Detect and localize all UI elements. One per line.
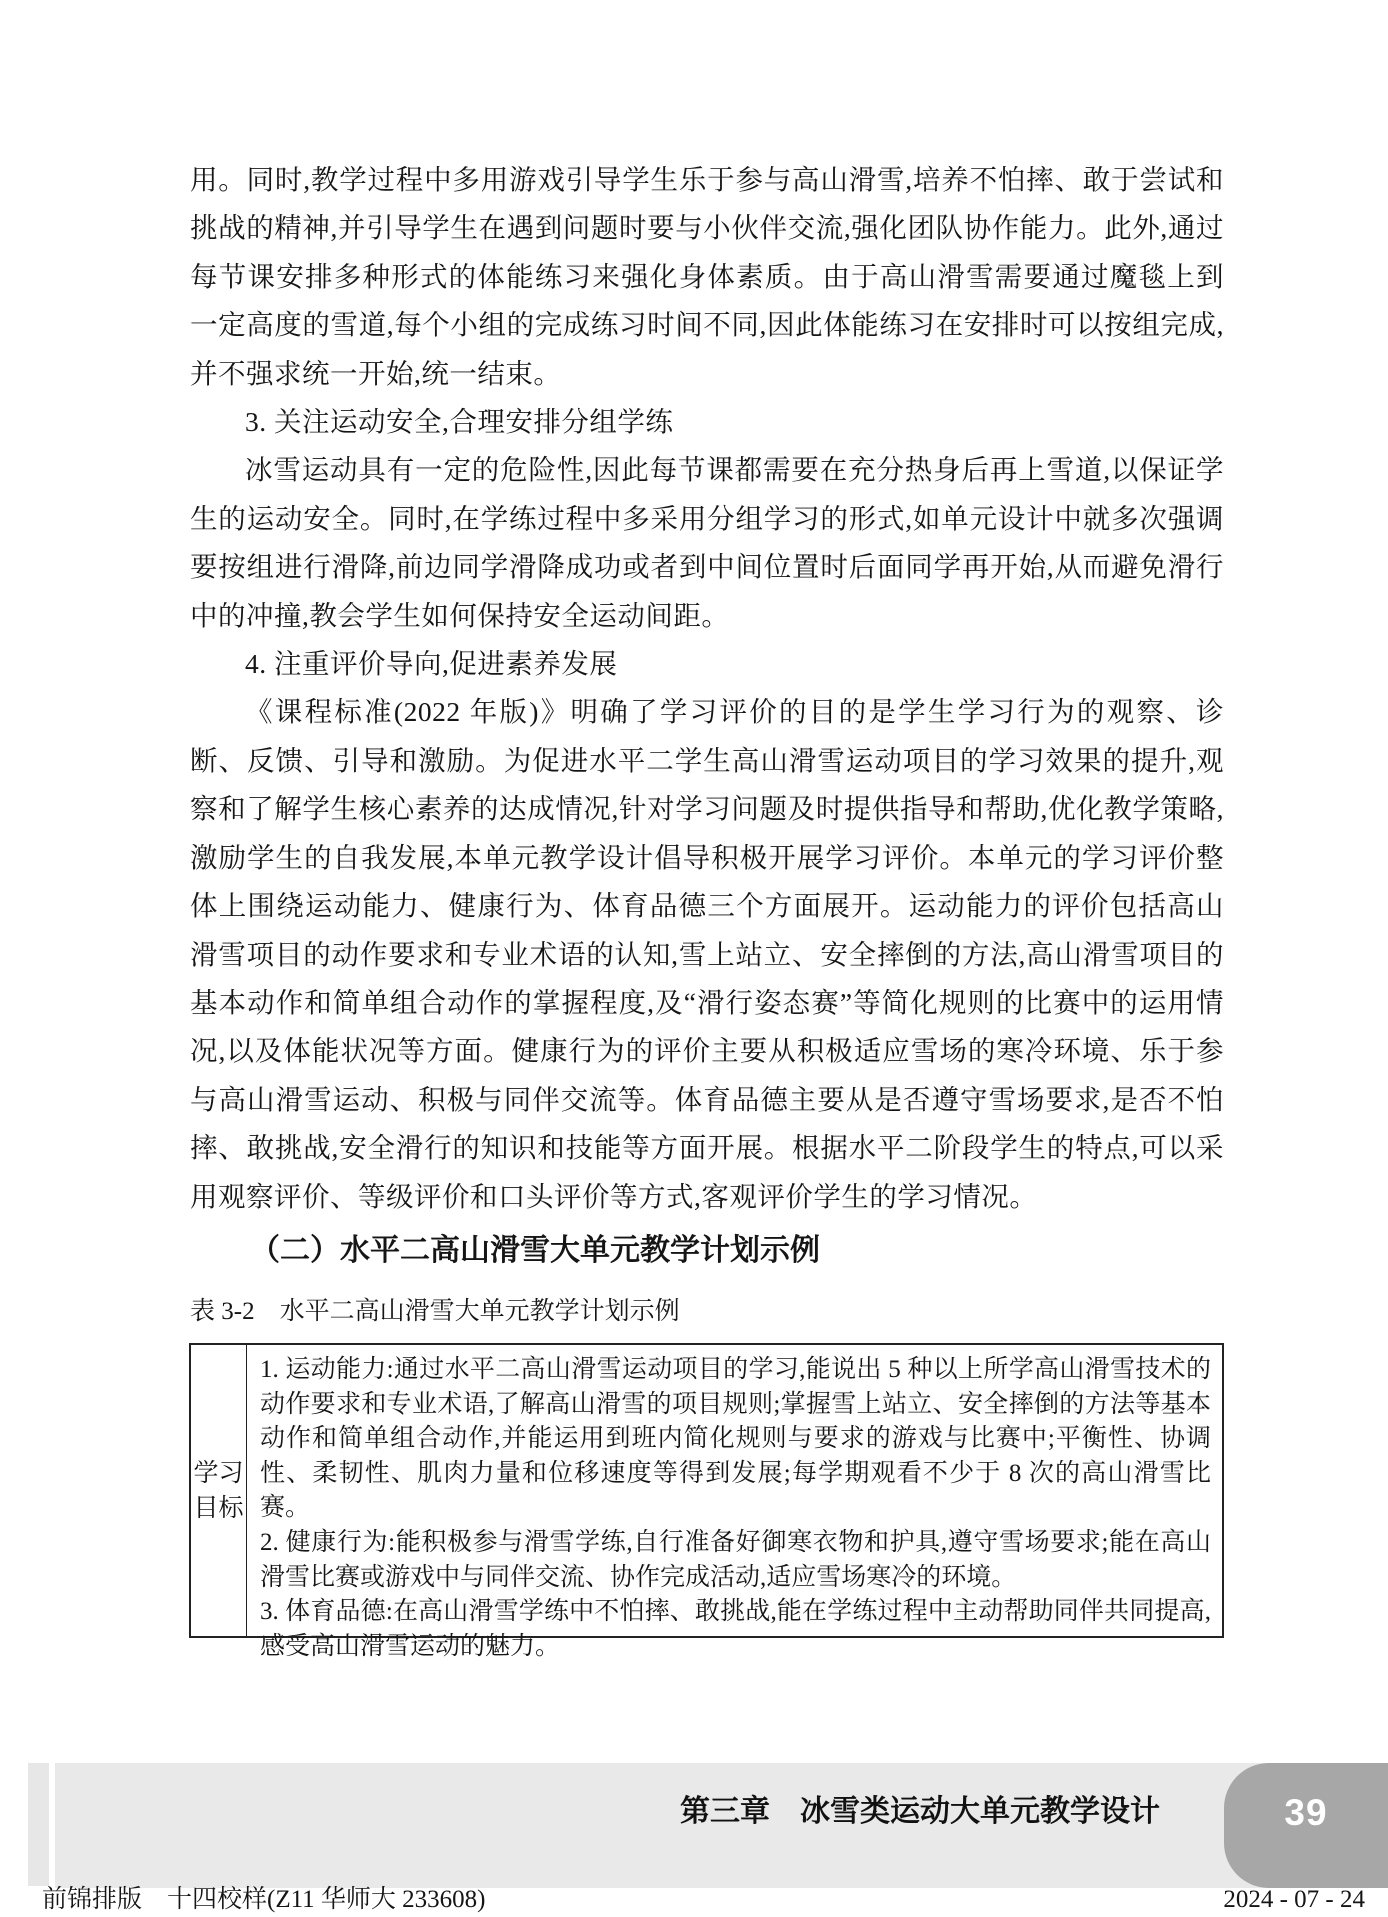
section-heading: （二）水平二高山滑雪大单元教学计划示例 bbox=[250, 1233, 820, 1267]
subheading-4: 4. 注重评价导向,促进素养发展 bbox=[245, 648, 618, 680]
goal-item-health: 2. 健康行为:能积极参与滑雪学练,自行准备好御寒衣物和护具,遵守雪场要求;能在高山滑雪比赛或游戏中与同伴交流、协作完成活动,适应雪场寒冷的环境。 bbox=[260, 1528, 1211, 1591]
chapter-title: 第三章 冰雪类运动大单元教学设计 bbox=[680, 1795, 1160, 1828]
proof-date: 2024 - 07 - 24 bbox=[1223, 1886, 1365, 1913]
table-caption: 表 3-2 水平二高山滑雪大单元教学计划示例 bbox=[190, 1298, 680, 1325]
paragraph-continuation: 用。同时,教学过程中多用游戏引导学生乐于参与高山滑雪,培养不怕摔、敢于尝试和挑战的精神,并引导学生在遇到问题时要与小伙伴交流,强化团队协作能力。此外,通过每节课安排多种形式的体能练习来强化身体素质。由于高山滑雪需要通过魔毯上到一定高度的雪道,每个小组的完成练习时间不同,因此体能练习在安排时可以按组完成,并不强求统一开始,统一结束。 bbox=[190, 164, 1224, 389]
subheading-3: 3. 关注运动安全,合理安排分组学练 bbox=[245, 406, 674, 438]
typesetting-proof-mark: 前锦排版 十四校样(Z11 华师大 233608) bbox=[42, 1886, 486, 1913]
main-text-column bbox=[190, 156, 1224, 1275]
paragraph-safety: 冰雪运动具有一定的危险性,因此每节课都需要在充分热身后再上雪道,以保证学生的运动安全。同时,在学练过程中多采用分组学习的形式,如单元设计中就多次强调要按组进行滑降,前边同学滑降成功或者到中间位置时后面同学再开始,从而避免滑行中的冲撞,教会学生如何保持安全运动间距。 bbox=[190, 454, 1224, 631]
paragraph-evaluation: 《课程标准(2022 年版)》明确了学习评价的目的是学生学习行为的观察、诊断、反馈、引导和激励。为促进水平二学生高山滑雪运动项目的学习效果的提升,观察和了解学生核心素养的达成情况,针对学习问题及时提供指导和帮助,优化教学策略,激励学生的自我发展,本单元教学设计倡导积极开展学习评价。本单元的学习评价整体上围绕运动能力、健康行为、体育品德三个方面展开。运动能力的评价包括高山滑雪项目的动作要求和专业术语的认知,雪上站立、安全摔倒的方法,高山滑雪项目的基本动作和简单组合动作的掌握程度,及“滑行姿态赛”等简化规则的比赛中的运用情况,以及体能状况等方面。健康行为的评价主要从积极适应雪场的寒冷环境、乐于参与高山滑雪运动、积极与同伴交流等。体育品德主要从是否遵守雪场要求,是否不怕摔、敢挑战,安全滑行的知识和技能等方面开展。根据水平二阶段学生的特点,可以采用观察评价、等级评价和口头评价等方式,客观评价学生的学习情况。 bbox=[190, 696, 1224, 1212]
footer-left-strip bbox=[28, 1763, 49, 1886]
page-number-box bbox=[1224, 1763, 1388, 1888]
goal-item-morality: 3. 体育品德:在高山滑雪学练中不怕摔、敢挑战,能在学练过程中主动帮助同伴共同提高,感受高山滑雪运动的魅力。 bbox=[260, 1598, 1211, 1660]
table-cell-goals bbox=[247, 1345, 1222, 1660]
row-header-line1: 学习 bbox=[193, 1459, 244, 1487]
table-row-header bbox=[191, 1345, 247, 1636]
learning-goals-table bbox=[189, 1343, 1224, 1660]
goal-item-motor: 1. 运动能力:通过水平二高山滑雪运动项目的学习,能说出 5 种以上所学高山滑雪技术的动作要求和专业术语,了解高山滑雪的项目规则;掌握雪上站立、安全摔倒的方法等基本动作和简单组合动作,并能运用到班内简化规则与要求的游戏与比赛中;平衡性、协调性、柔韧性、肌肉力量和位移速度等得到发展;每学期观看不少于 8 次的高山滑雪比赛。 bbox=[260, 1356, 1211, 1522]
page-number: 39 bbox=[1284, 1791, 1328, 1833]
row-header-line2: 目标 bbox=[193, 1494, 244, 1522]
